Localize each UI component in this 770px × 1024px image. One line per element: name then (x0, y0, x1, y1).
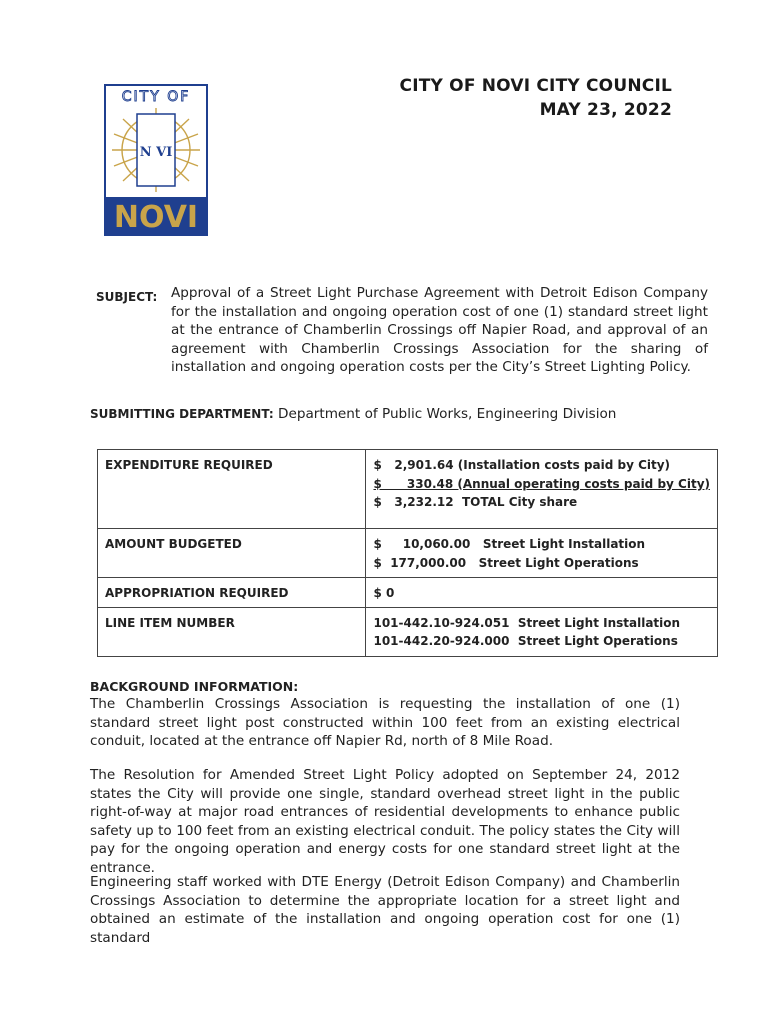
table-row (98, 450, 718, 529)
background-paragraph-1: The Chamberlin Crossings Association is requesting the installation of one (1) standard street light post constructed within 100 feet from an existing electrical conduit, located at the entrance off Napier Rd, north of 8 Mile Road. (90, 696, 680, 749)
department-label: SUBMITTING DEPARTMENT: (90, 407, 274, 421)
budgeted-values (366, 529, 718, 578)
background-label: BACKGROUND INFORMATION: (90, 679, 299, 694)
expenditure-installation: $ 2,901.64 (Installation costs paid by City) (373, 458, 671, 472)
budgeted-label: AMOUNT BUDGETED (98, 529, 366, 578)
city-of-novi-logo (104, 84, 208, 236)
line-item-installation: 101-442.10-924.051 Street Light Installation (373, 615, 681, 630)
logo-novi-text: NOVI (113, 200, 199, 235)
subject-text: Approval of a Street Light Purchase Agreement with Detroit Edison Company for the installation and ongoing operation cost of one (1) standard street light at the entrance of Chamberlin Crossings off Napier Road, and approval of an agreement with Chamberlin Crossings Association for the sharing of installation and ongoing operation costs per the City’s Street Lighting Policy. (171, 285, 708, 375)
line-item-operations: 101-442.20-924.000 Street Light Operations (373, 634, 678, 649)
finance-table (97, 449, 718, 657)
table-row (98, 607, 718, 656)
expenditure-annual: $ 330.48 (Annual operating costs paid by City) (373, 476, 710, 491)
line-item-values (366, 607, 718, 656)
background-paragraph-2: The Resolution for Amended Street Light Policy adopted on September 24, 2012 states the City will provide one single, standard overhead street light in the public right-of-way at major road entrances of residential developments to enhance public safety up to 100 feet from an existing electrical conduit. The policy states the City will pay for the ongoing operation and energy costs for one standard street light at the entrance. (90, 767, 680, 876)
expenditure-label: EXPENDITURE REQUIRED (98, 450, 366, 529)
council-title: CITY OF NOVI CITY COUNCIL (399, 76, 672, 96)
table-row (98, 578, 718, 608)
background-paragraph-3: Engineering staff worked with DTE Energy (Detroit Edison Company) and Chamberlin Crossings Association to determine the appropriate location for a street light and obtained an estimate of the installation and ongoing operation cost for one (1) standard (90, 874, 680, 946)
table-row (98, 529, 718, 578)
line-item-label: LINE ITEM NUMBER (98, 607, 366, 656)
logo-city-of-text: CITY OF (121, 89, 191, 105)
department-value: Department of Public Works, Engineering Division (277, 406, 617, 422)
logo-emblem-letters: N VI (139, 145, 173, 160)
appropriation-value: $ 0 (366, 578, 718, 608)
appropriation-label: APPROPRIATION REQUIRED (98, 578, 366, 608)
budgeted-installation: $ 10,060.00 Street Light Installation (373, 537, 646, 551)
submitting-department (90, 406, 616, 422)
meeting-date: MAY 23, 2022 (539, 100, 672, 120)
expenditure-values (366, 450, 718, 529)
subject-label: SUBJECT: (96, 290, 158, 304)
expenditure-total: $ 3,232.12 TOTAL City share (373, 495, 578, 510)
budgeted-operations: $ 177,000.00 Street Light Operations (373, 555, 639, 570)
